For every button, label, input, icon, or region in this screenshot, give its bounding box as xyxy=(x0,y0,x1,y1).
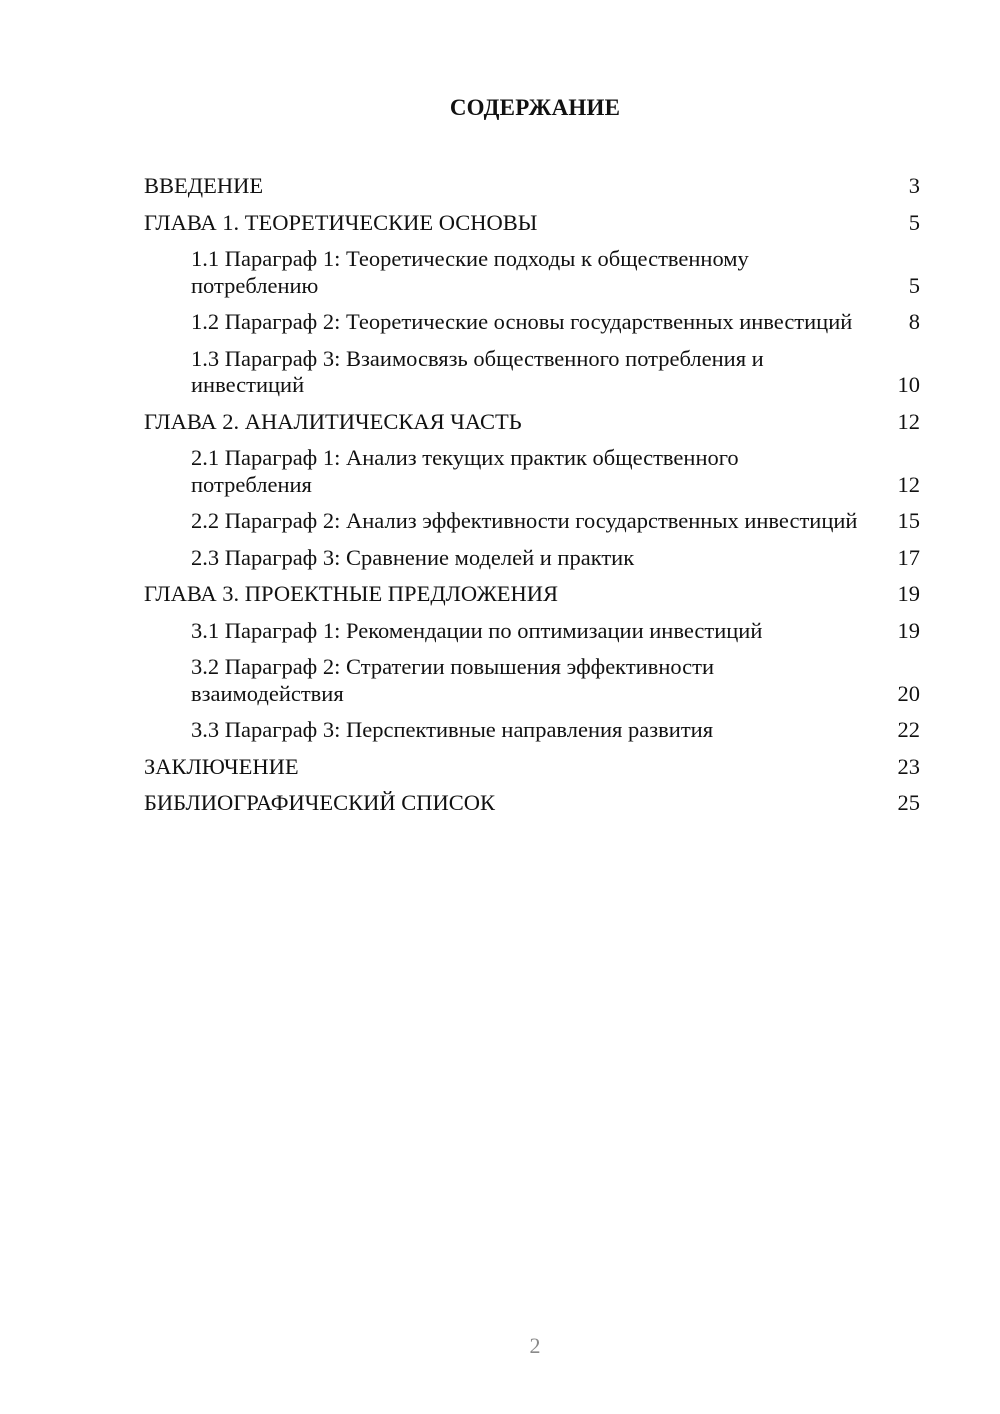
toc-entry-page: 19 xyxy=(897,581,920,606)
toc-entry-text: 1.1 Параграф 1: Теоретические подходы к общественному потреблению xyxy=(191,246,749,298)
toc-entry-chapter-2 xyxy=(144,404,920,441)
toc-entry-section-3-2 xyxy=(144,649,920,712)
toc-entry-text: 1.2 Параграф 2: Теоретические основы государственных инвестиций xyxy=(191,309,853,334)
toc-entry-section-1-1 xyxy=(144,241,920,304)
toc-entry-section-3-1 xyxy=(144,613,920,650)
toc-entry-text: ВВЕДЕНИЕ xyxy=(144,173,264,198)
toc-entry-introduction xyxy=(144,168,920,205)
toc-entry-section-2-1 xyxy=(144,440,920,503)
toc-entry-section-2-2 xyxy=(144,503,920,540)
toc-entry-page: 17 xyxy=(897,544,920,570)
toc-entry-text: 3.1 Параграф 1: Рекомендации по оптимизации инвестиций xyxy=(191,617,763,643)
toc-entry-section-2-3 xyxy=(144,540,920,577)
toc-entry-conclusion xyxy=(144,749,920,786)
toc-entry-text: 2.3 Параграф 3: Сравнение моделей и практик xyxy=(191,544,635,570)
toc-entry-text: ГЛАВА 2. АНАЛИТИЧЕСКАЯ ЧАСТЬ xyxy=(144,408,522,434)
toc-heading: СОДЕРЖАНИЕ xyxy=(449,95,621,120)
toc-entry-text: БИБЛИОГРАФИЧЕСКИЙ СПИСОК xyxy=(144,790,496,815)
toc-entry-text: 3.2 Параграф 2: Стратегии повышения эффективности взаимодействия xyxy=(191,654,715,706)
toc-entry-page: 8 xyxy=(908,309,920,334)
table-of-contents xyxy=(144,168,920,822)
toc-entry-text: ГЛАВА 3. ПРОЕКТНЫЕ ПРЕДЛОЖЕНИЯ xyxy=(144,581,559,606)
toc-entry-text: 1.3 Параграф 3: Взаимосвязь общественного потребления и инвестиций xyxy=(191,345,764,397)
toc-entry-text: 2.2 Параграф 2: Анализ эффективности государственных инвестиций xyxy=(191,508,858,533)
toc-entry-section-1-2 xyxy=(144,304,920,341)
toc-entry-section-3-3 xyxy=(144,712,920,749)
toc-entry-text: ЗАКЛЮЧЕНИЕ xyxy=(144,753,299,779)
toc-entry-page: 22 xyxy=(897,717,920,742)
toc-entry-page: 5 xyxy=(908,209,920,235)
toc-entry-text: 2.1 Параграф 1: Анализ текущих практик общественного потребления xyxy=(191,445,739,497)
toc-entry-section-1-3 xyxy=(144,341,920,404)
toc-entry-page: 12 xyxy=(897,408,920,434)
toc-entry-page: 12 xyxy=(897,471,920,497)
toc-entry-page: 23 xyxy=(897,753,920,779)
toc-entry-page: 19 xyxy=(897,617,920,643)
toc-entry-text: ГЛАВА 1. ТЕОРЕТИЧЕСКИЕ ОСНОВЫ xyxy=(144,209,538,235)
toc-entry-page: 5 xyxy=(908,272,920,298)
toc-entry-page: 10 xyxy=(897,372,920,397)
toc-entry-page: 25 xyxy=(897,790,920,815)
toc-entry-chapter-1 xyxy=(144,205,920,242)
toc-entry-page: 20 xyxy=(897,680,920,706)
page-number: 2 xyxy=(529,1333,541,1358)
toc-entry-text: 3.3 Параграф 3: Перспективные направления развития xyxy=(191,717,714,742)
toc-entry-bibliography xyxy=(144,785,920,822)
toc-entry-page: 15 xyxy=(897,508,920,533)
toc-entry-page: 3 xyxy=(908,173,920,198)
toc-entry-chapter-3 xyxy=(144,576,920,613)
